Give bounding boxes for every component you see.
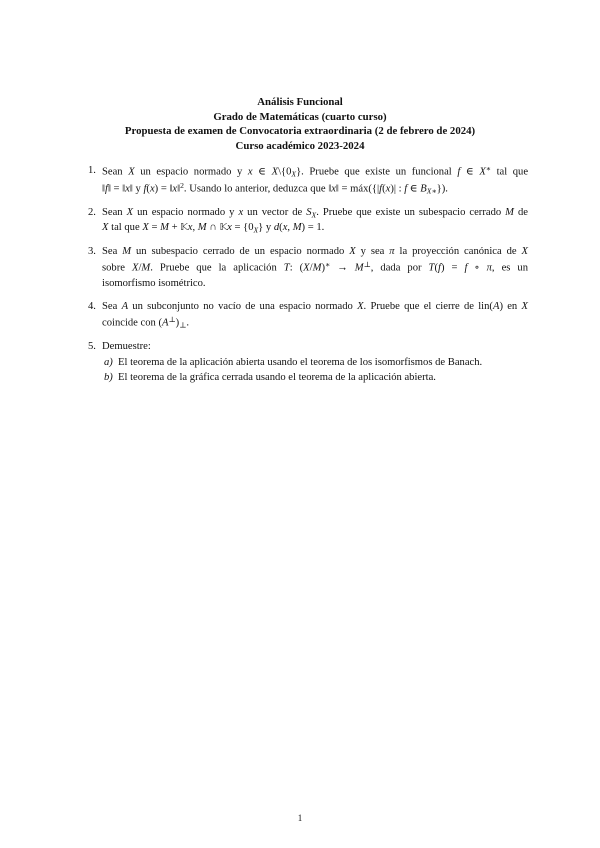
problem-text: Sea M un subespacio cerrado de un espacio normado X y sea π la proyección canónica de X sobre X/M. Pruebe que la aplicación T: (X/M)∗ → M⊥, dada por T(f) = f ∘ π, es un isomorfismo isométrico. bbox=[102, 245, 528, 289]
problem-number: 5. bbox=[88, 341, 96, 353]
problem-text: Demuestre: bbox=[102, 341, 151, 353]
degree-title: Grado de Matemáticas (cuarto curso) bbox=[213, 110, 387, 123]
problem-number: 1. bbox=[88, 165, 96, 176]
problem-text: Sean X un espacio normado y x un vector de $S_X$. Pruebe que existe un subespacio cerrado M de X tal que X = M + 𝕂x, M ∩ 𝕂x = $\{0_X\}$ y d(x, M) = 1. bbox=[102, 206, 529, 235]
problem-2 bbox=[88, 205, 528, 236]
problem-number: 2. bbox=[88, 206, 96, 218]
problem-5-parts bbox=[102, 355, 528, 386]
page-number: 1 bbox=[297, 813, 303, 823]
exam-header bbox=[0, 95, 600, 154]
problem-number: 4. bbox=[88, 301, 96, 312]
problem-5-part-a bbox=[102, 355, 528, 370]
problem-text: Sea A un subconjunto no vacío de una espacio normado X. Pruebe que el cierre de lin(A) en X coincide con $(A^\perp)_\perp$. bbox=[102, 301, 528, 331]
part-label: a) bbox=[104, 356, 113, 368]
problem-list bbox=[88, 163, 528, 393]
problem-5 bbox=[88, 339, 528, 385]
problem-number: 3. bbox=[88, 245, 96, 257]
part-label: b) bbox=[104, 371, 113, 383]
problem-text: Sean X un espacio normado y x ∈ $X\backslash\{0_X\}$. Pruebe que existe un funcional f ∈ X∗ tal que ‖f‖ = ‖x‖ y f(x) = ‖x‖$^2$. Usando lo anterior, deduzca que ‖x‖ = máx({|f(x)| : f ∈ $B_{X∗}$}). bbox=[102, 164, 529, 196]
problem-5-part-b bbox=[102, 370, 528, 385]
part-text: El teorema de la aplicación abierta usando el teorema de los isomorfismos de Banach. bbox=[118, 356, 483, 368]
academic-year: Curso académico 2023-2024 bbox=[235, 140, 365, 153]
course-title: Análisis Funcional bbox=[257, 96, 343, 108]
problem-4 bbox=[88, 299, 528, 331]
problem-3 bbox=[88, 244, 528, 292]
problem-1 bbox=[88, 163, 528, 197]
part-text: El teorema de la gráfica cerrada usando el teorema de la aplicación abierta. bbox=[118, 371, 436, 383]
exam-title: Propuesta de examen de Convocatoria extraordinaria (2 de febrero de 2024) bbox=[124, 125, 476, 138]
